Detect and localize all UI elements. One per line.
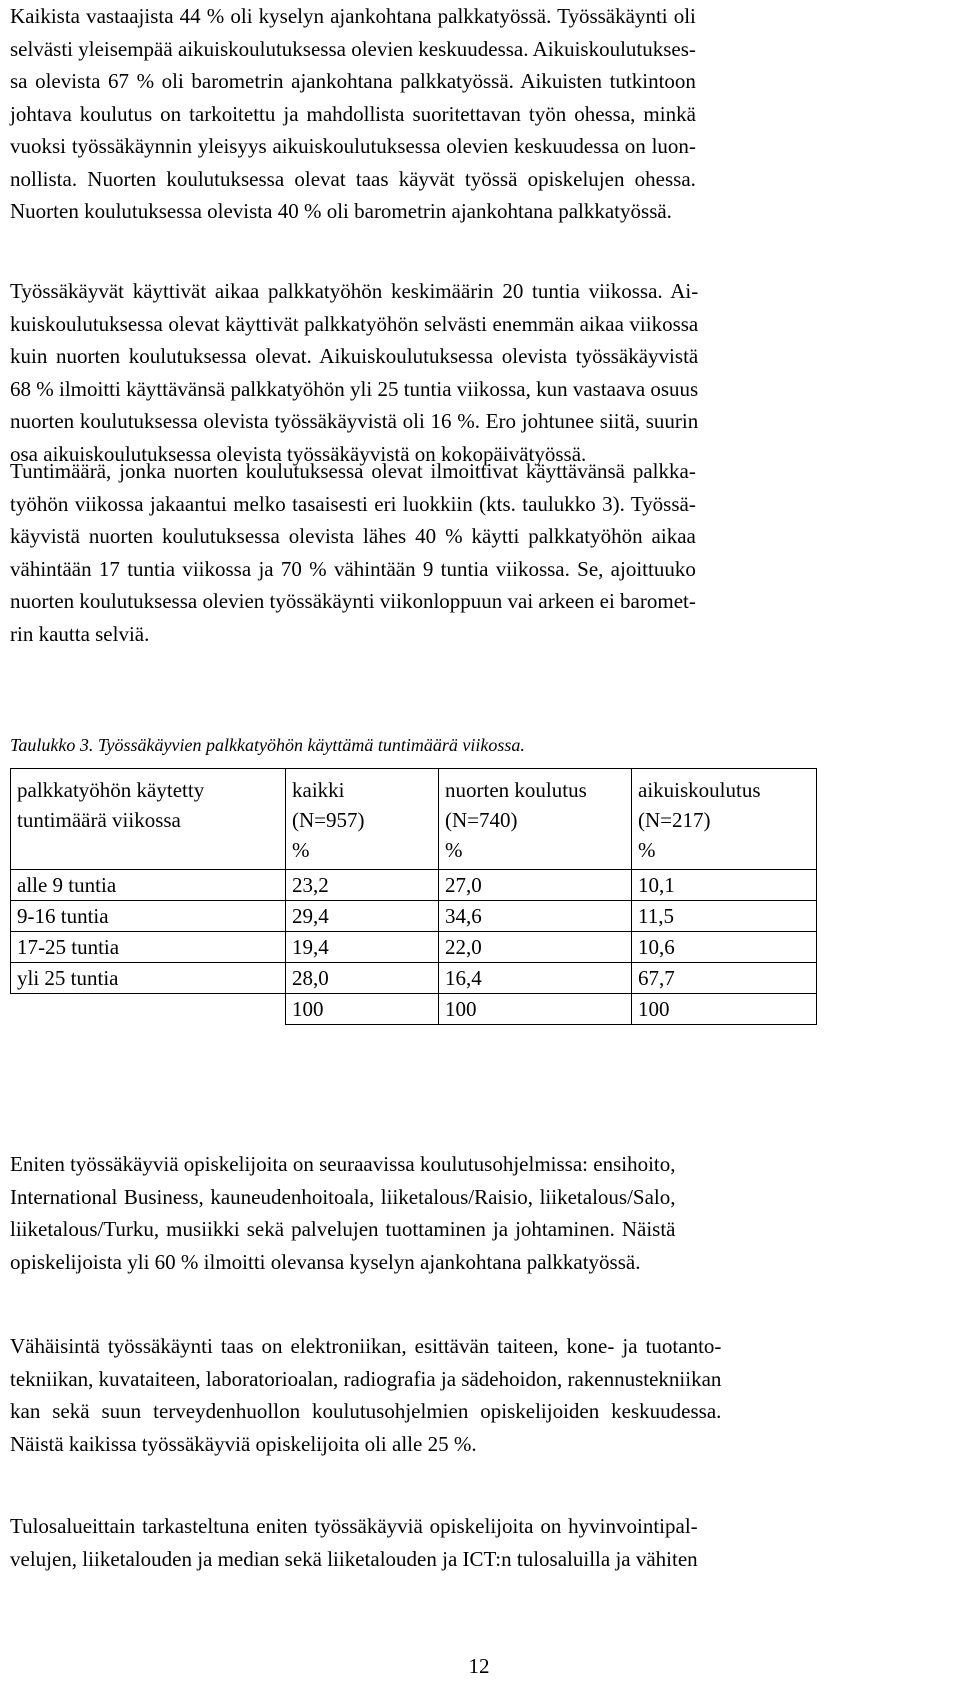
text-line: johtava koulutus on tarkoitettu ja mahdollista suoritettavan työn ohessa, minkä — [10, 101, 696, 126]
text-line: nollista. Nuorten koulutuksessa olevat taas käyvät työssä opiskelujen ohessa. — [10, 166, 696, 191]
table-cell: 16,4 — [439, 963, 632, 994]
text-line: sa olevista 67 % oli barometrin ajankohtana palkkatyössä. Aikuisten tutkintoon — [10, 69, 696, 93]
text-line: opiskelijoista yli 60 % ilmoitti olevansa kyselyn ajankohtana palkkatyössä. — [10, 1249, 641, 1274]
text-line: vuoksi työssäkäynnin yleisyys aikuiskoulutuksessa olevien keskuudessa on luon- — [10, 134, 696, 158]
table-cell: yli 25 tuntia — [11, 963, 286, 994]
table-cell — [11, 994, 286, 1025]
table-cell: 28,0 — [286, 963, 439, 994]
text-line: velujen, liiketalouden ja median sekä liiketalouden ja ICT:n tulosaluilla ja vähiten — [10, 1546, 698, 1571]
text-line: työhön viikossa jakaantui melko tasaisesti eri luokkiin (kts. taulukko 3). Työssä- — [10, 491, 696, 516]
text-line: kan sekä suun terveydenhuollon koulutusohjelmien opiskelijoiden keskuudessa. — [10, 1399, 722, 1423]
text-line: Näistä kaikissa työssäkäyviä opiskelijoita oli alle 25 %. — [10, 1431, 477, 1456]
table-row — [11, 963, 817, 994]
table-cell: 100 — [286, 994, 439, 1025]
text-line: Nuorten koulutuksessa olevista 40 % oli barometrin ajankohtana palkkatyössä. — [10, 199, 672, 223]
text-line: Työssäkäyvät käyttivät aikaa palkkatyöhön keskimäärin 20 tuntia viikossa. Ai- — [10, 279, 699, 303]
text-line: kuin nuorten koulutuksessa olevat. Aikuiskoulutuksessa olevista työssäkäyvistä — [10, 344, 699, 368]
text-line: Tulosalueittain tarkasteltuna eniten työssäkäyviä opiskelijoita on hyvinvointipal- — [10, 1514, 698, 1538]
paragraph-least-working-programs — [10, 1330, 721, 1460]
text-line: vähintään 17 tuntia viikossa ja 70 % vähintään 9 tuntia viikossa. Se, ajoittuuko — [10, 556, 696, 581]
table-cell: 11,5 — [632, 901, 817, 932]
paragraph-work-share — [10, 0, 696, 228]
table-header-row — [11, 769, 817, 870]
header-line: (N=217) — [638, 808, 711, 832]
table-row — [11, 932, 817, 963]
header-line: (N=740) — [445, 808, 518, 832]
paragraph-result-areas — [10, 1510, 698, 1575]
paragraph-work-hours — [10, 275, 698, 470]
table-header-cell — [632, 769, 817, 870]
header-line: kaikki — [292, 778, 345, 802]
table-row — [11, 901, 817, 932]
header-line: % — [292, 838, 310, 862]
table-row — [11, 870, 817, 901]
table-cell: 22,0 — [439, 932, 632, 963]
table-total-row — [11, 994, 817, 1025]
table-cell: 10,6 — [632, 932, 817, 963]
text-line: osa aikuiskoulutuksessa olevista työssäkäyvistä on kokopäivätyössä. — [10, 441, 587, 466]
table-cell: 19,4 — [286, 932, 439, 963]
text-line: International Business, kauneudenhoitoala, liiketalous/Raisio, liiketalous/Salo, — [10, 1184, 676, 1209]
work-hours-table — [10, 768, 817, 1025]
table-header-cell — [11, 769, 286, 870]
text-line: kuiskoulutuksessa olevat käyttivät palkkatyöhön selvästi enemmän aikaa viikossa — [10, 311, 699, 336]
text-line: 68 % ilmoitti käyttävänsä palkkatyöhön yli 25 tuntia viikossa, kun vastaava osuus — [10, 376, 699, 401]
header-line: nuorten koulutus — [445, 778, 587, 802]
header-line: % — [638, 838, 656, 862]
text-line: Vähäisintä työssäkäynti taas on elektroniikan, esittävän taiteen, kone- ja tuotanto- — [10, 1334, 722, 1358]
text-line: Eniten työssäkäyviä opiskelijoita on seuraavissa koulutusohjelmissa: ensihoito, — [10, 1152, 676, 1176]
text-line: käyvistä nuorten koulutuksessa olevista lähes 40 % käytti palkkatyöhön aikaa — [10, 524, 696, 548]
header-line: palkkatyöhön käytetty — [17, 778, 205, 802]
table-cell: 9-16 tuntia — [11, 901, 286, 932]
text-line: rin kautta selviä. — [10, 621, 150, 646]
text-line: selvästi yleisempää aikuiskoulutuksessa olevien keskuudessa. Aikuiskoulutukses- — [10, 36, 696, 61]
text-line: tekniikan, kuvataiteen, laboratorioalan, radiografia ja sädehoidon, rakennustekniikan — [10, 1366, 722, 1391]
table-cell: 17-25 tuntia — [11, 932, 286, 963]
table-cell: 23,2 — [286, 870, 439, 901]
table-cell: 27,0 — [439, 870, 632, 901]
table-header-cell — [439, 769, 632, 870]
page-number: 12 — [468, 1654, 490, 1678]
header-line: % — [445, 838, 463, 862]
paragraph-most-working-programs — [10, 1148, 676, 1278]
table-cell: 67,7 — [632, 963, 817, 994]
text-line: Kaikista vastaajista 44 % oli kyselyn ajankohtana palkkatyössä. Työssäkäynti oli — [10, 4, 696, 28]
table-cell: 100 — [439, 994, 632, 1025]
text-line: Tuntimäärä, jonka nuorten koulutuksessa olevat ilmoittivat käyttävänsä palkka- — [10, 459, 696, 483]
table-cell: 34,6 — [439, 901, 632, 932]
text-line: nuorten koulutuksessa olevista työssäkäyvistä oli 16 %. Ero johtunee siitä, suurin — [10, 409, 699, 433]
table-cell: alle 9 tuntia — [11, 870, 286, 901]
table-cell: 29,4 — [286, 901, 439, 932]
table-header-cell — [286, 769, 439, 870]
header-line: tuntimäärä viikossa — [17, 808, 181, 832]
header-line: (N=957) — [292, 808, 365, 832]
text-line: nuorten koulutuksessa olevien työssäkäynti viikonloppuun vai arkeen ei baromet- — [10, 589, 696, 613]
table-cell: 100 — [632, 994, 817, 1025]
table-cell: 10,1 — [632, 870, 817, 901]
text-line: liiketalous/Turku, musiikki sekä palvelujen tuottaminen ja johtaminen. Näistä — [10, 1217, 676, 1241]
table-caption: Taulukko 3. Työssäkäyvien palkkatyöhön käyttämä tuntimäärä viikossa. — [10, 735, 525, 755]
paragraph-hour-distribution — [10, 455, 696, 650]
header-line: aikuiskoulutus — [638, 778, 761, 802]
